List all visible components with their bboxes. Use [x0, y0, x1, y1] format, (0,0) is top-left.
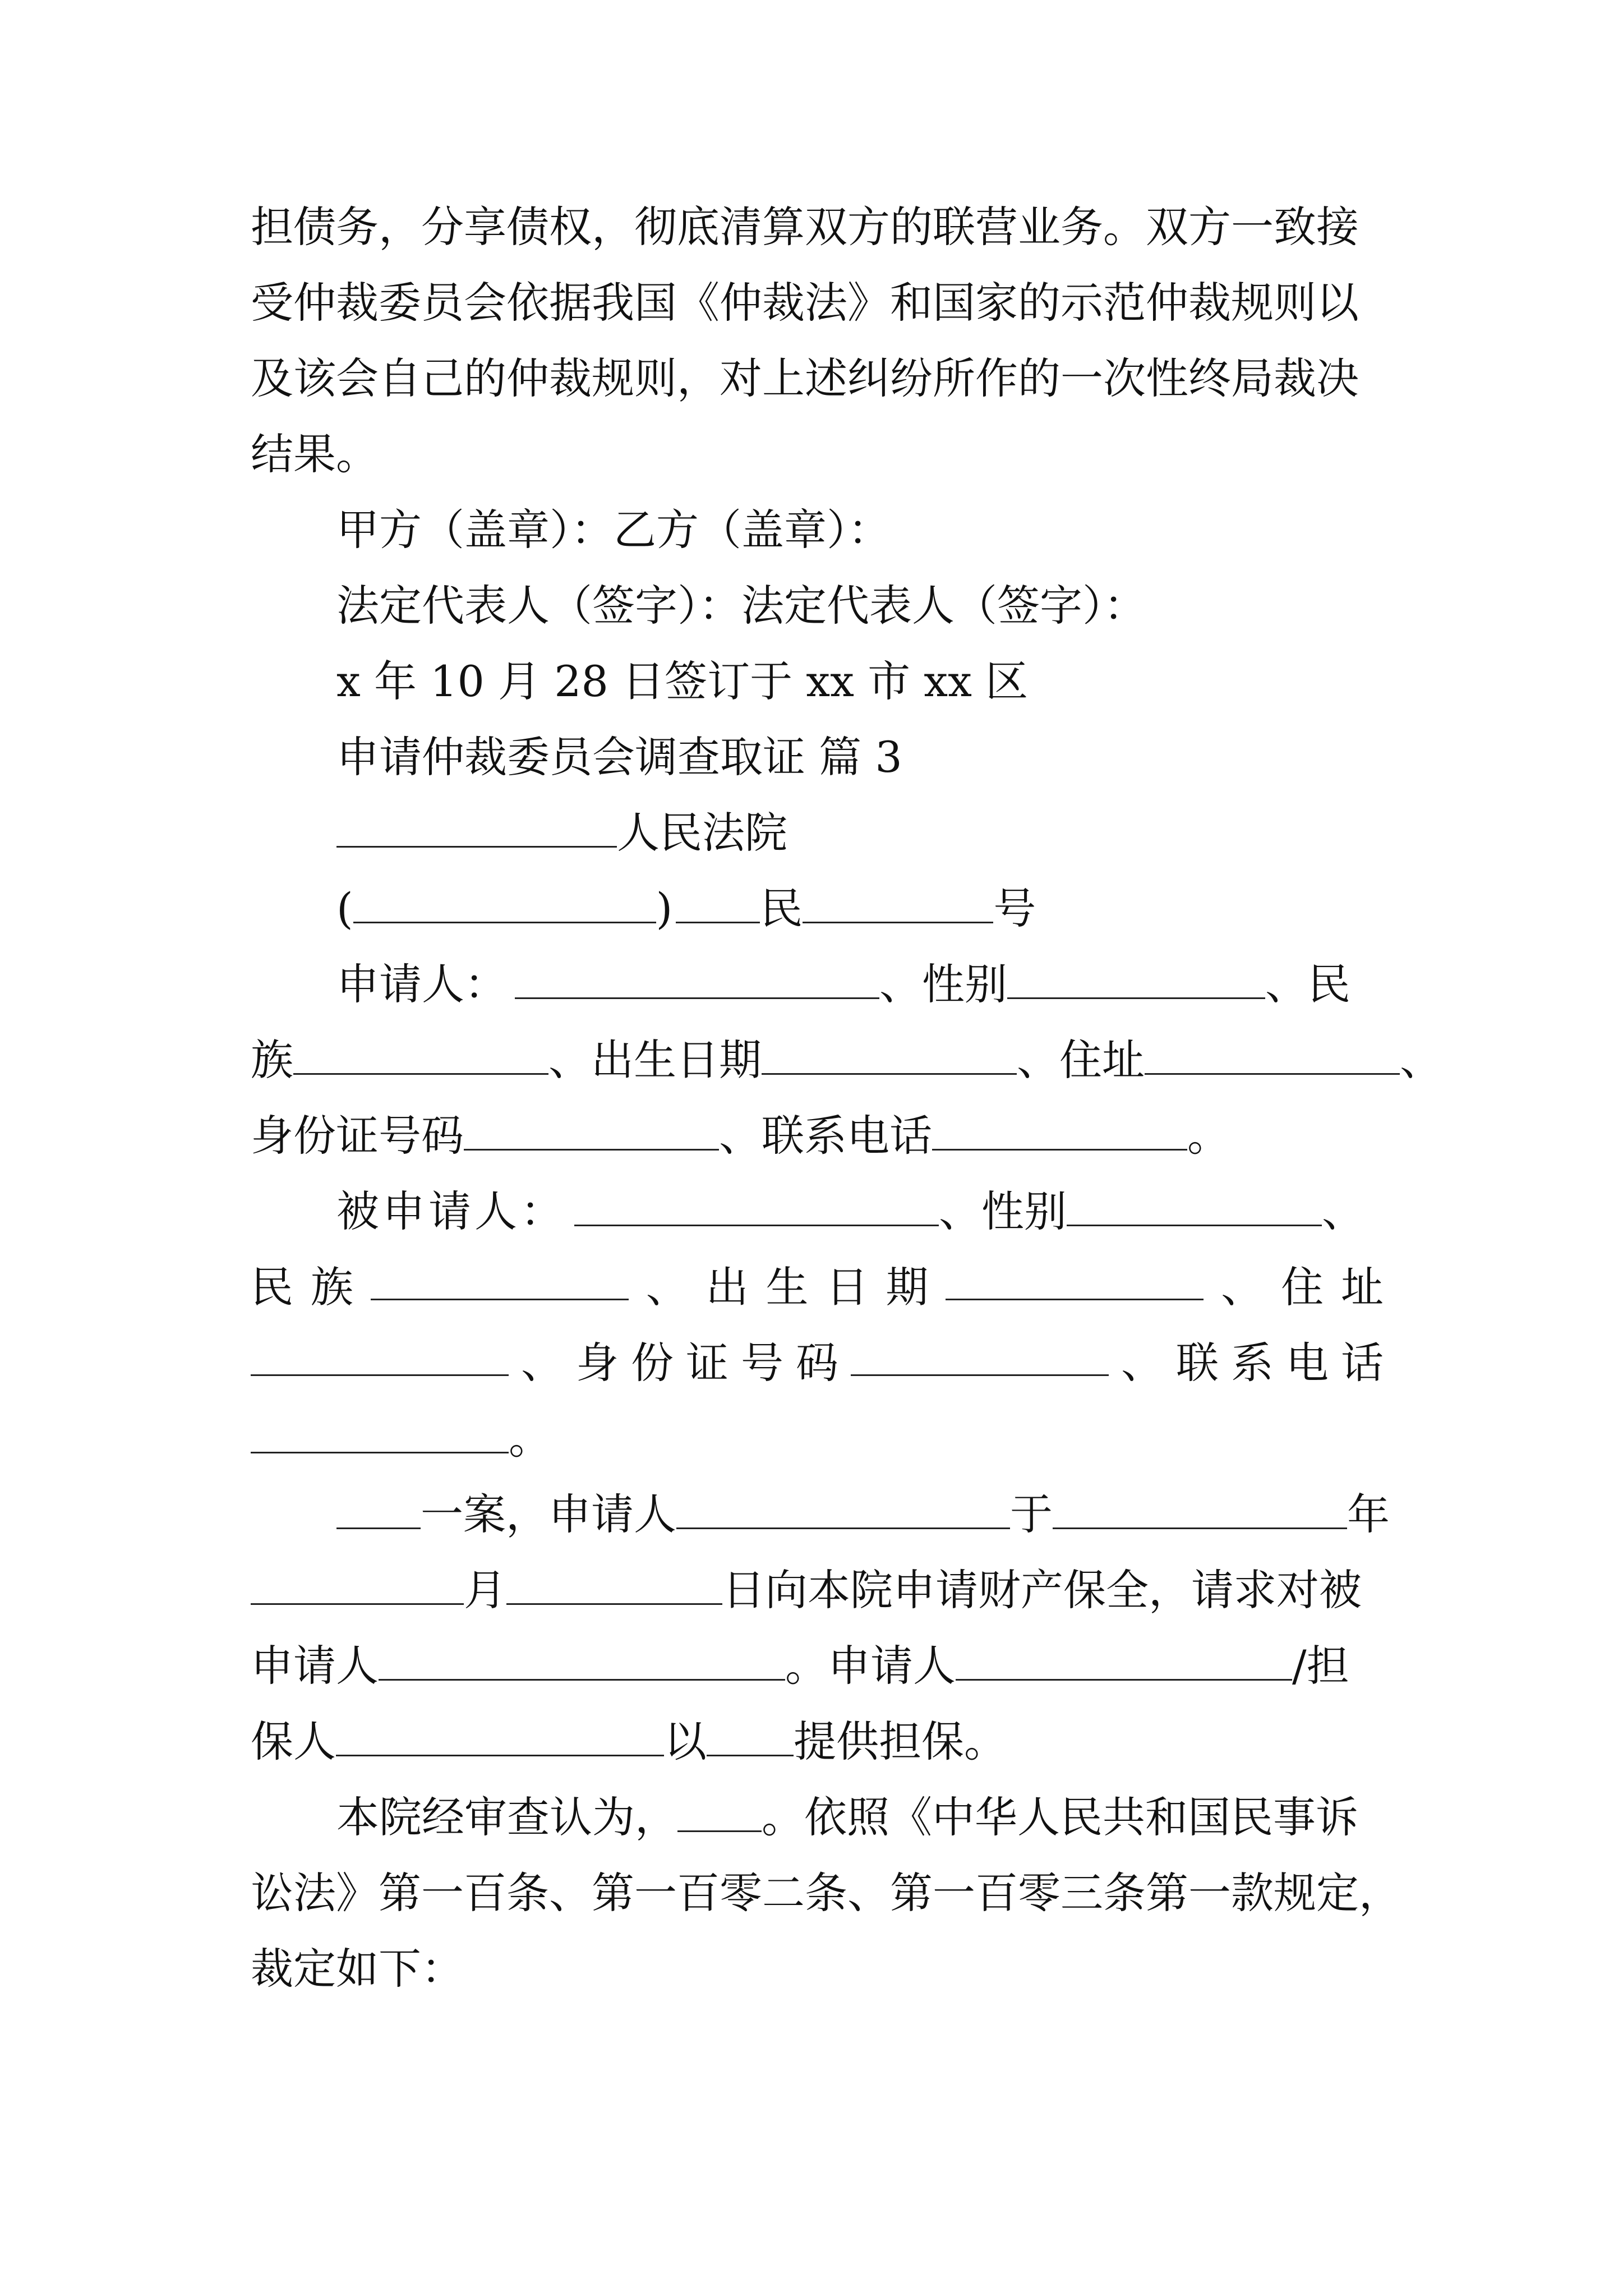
char: 电	[1286, 1338, 1329, 1388]
char: 份	[631, 1338, 674, 1388]
case-text: 申请人	[251, 1641, 379, 1691]
case-code-blank[interactable]	[676, 882, 760, 923]
respondent-line-1	[336, 1184, 1384, 1240]
review-text: 本院经审查认为，	[336, 1792, 677, 1842]
case-month-blank[interactable]	[251, 1564, 464, 1605]
applicant-birth-blank[interactable]	[762, 1034, 1017, 1075]
respondent-line-2	[251, 1259, 1384, 1315]
case-year-value-blank[interactable]	[1053, 1488, 1347, 1529]
applicant-id-blank[interactable]	[464, 1110, 719, 1151]
period: 。	[1187, 1111, 1230, 1161]
applicant-birth-label: 、出生日期	[548, 1035, 762, 1085]
case-applicant-blank[interactable]	[676, 1488, 1010, 1529]
case-number-line	[336, 881, 1384, 937]
applicant-gender-label: 、性别	[879, 959, 1007, 1009]
case-text: /担	[1292, 1641, 1349, 1691]
char: 出	[706, 1262, 749, 1312]
char: 日	[826, 1262, 869, 1312]
applicant-id-label: 身份证号码	[251, 1111, 464, 1161]
case-para-line-2	[251, 1562, 1384, 1618]
case-text: 月	[464, 1565, 506, 1615]
applicant-name-blank[interactable]	[515, 958, 879, 999]
char: 、	[645, 1262, 689, 1312]
case-seq-blank[interactable]	[803, 882, 993, 923]
case-guarantee-blank[interactable]	[707, 1715, 794, 1756]
char: 民	[251, 1262, 293, 1312]
char: 址	[1340, 1262, 1384, 1312]
case-hao: 号	[993, 884, 1036, 933]
signing-date-line: x 年 10 月 28 日签订于 xx 市 xx 区	[336, 656, 1029, 706]
char: 话	[1341, 1338, 1384, 1388]
applicant-line-3	[251, 1108, 1384, 1164]
comma: 、	[1400, 1035, 1442, 1085]
char: 、	[1121, 1338, 1164, 1388]
char: 生	[766, 1262, 809, 1312]
seal-line: 甲方（盖章）：乙方（盖章）：	[336, 505, 891, 555]
text-line: 受仲裁委员会依据我国《仲裁法》和国家的示范仲裁规则以	[251, 278, 1359, 328]
char: 码	[796, 1338, 838, 1388]
case-text: 保人	[251, 1717, 336, 1766]
case-text: 以	[664, 1717, 707, 1766]
case-guarantor-blank[interactable]	[336, 1715, 664, 1756]
char: 住	[1281, 1262, 1324, 1312]
respondent-address-blank[interactable]	[251, 1335, 509, 1376]
char: 身	[576, 1338, 619, 1388]
applicant-ethnic-label-b: 族	[251, 1035, 293, 1085]
case-applicant2-blank[interactable]	[956, 1640, 1292, 1681]
review-line-2: 讼法》第一百条、第一百零二条、第一百零三条第一款规定，	[251, 1868, 1401, 1918]
applicant-ethnic-label-a: 、民	[1265, 959, 1350, 1009]
review-line-3: 裁定如下：	[251, 1944, 464, 1994]
case-text: 一案，申请人	[421, 1489, 676, 1539]
case-day-blank[interactable]	[506, 1564, 722, 1605]
section-heading: 申请仲裁委员会调查取证 篇 3	[336, 732, 902, 782]
applicant-ethnic-blank[interactable]	[293, 1034, 548, 1075]
court-name-blank[interactable]	[336, 807, 617, 848]
review-reason-blank[interactable]	[677, 1791, 762, 1832]
applicant-gender-blank[interactable]	[1007, 958, 1265, 999]
char: 证	[686, 1338, 728, 1388]
period: 。	[509, 1414, 551, 1464]
case-respondent-blank[interactable]	[379, 1640, 785, 1681]
applicant-line-1	[336, 956, 1384, 1013]
char: 族	[310, 1262, 353, 1312]
char: 系	[1231, 1338, 1274, 1388]
respondent-gender-blank[interactable]	[1067, 1185, 1322, 1226]
case-text: 于	[1010, 1489, 1053, 1539]
text-line: 担债务，分享债权，彻底清算双方的联营业务。双方一致接	[251, 202, 1359, 252]
applicant-address-label: 、住址	[1017, 1035, 1145, 1085]
applicant-line-2	[251, 1032, 1442, 1088]
applicant-address-blank[interactable]	[1145, 1034, 1400, 1075]
text-line: 及该会自己的仲裁规则，对上述纠纷所作的一次性终局裁决	[251, 353, 1359, 403]
applicant-phone-label: 、联系电话	[719, 1111, 932, 1161]
case-para-line-1	[336, 1487, 1390, 1543]
case-para-line-4	[251, 1714, 1384, 1770]
respondent-gender-label: 、性别	[939, 1186, 1067, 1236]
case-text: 年	[1347, 1489, 1390, 1539]
respondent-line-4	[251, 1411, 1384, 1467]
char: 、	[521, 1338, 564, 1388]
case-name-blank[interactable]	[336, 1488, 421, 1529]
respondent-birth-blank[interactable]	[946, 1259, 1204, 1300]
paren-close: )	[656, 884, 673, 933]
signature-line: 法定代表人（签字）：法定代表人（签字）：	[336, 581, 1146, 631]
case-para-line-3	[251, 1638, 1384, 1694]
case-text: 。申请人	[785, 1641, 956, 1691]
review-line-1	[336, 1789, 1384, 1846]
case-year-blank[interactable]	[353, 882, 656, 923]
court-line	[336, 805, 1384, 861]
comma: 、	[1322, 1186, 1364, 1236]
case-type: 民	[760, 884, 803, 933]
respondent-label: 被申请人：	[336, 1186, 566, 1236]
case-text: 提供担保。	[794, 1717, 1007, 1766]
paren-open: (	[336, 884, 353, 933]
respondent-id-blank[interactable]	[851, 1335, 1109, 1376]
char: 联	[1176, 1338, 1219, 1388]
text-line: 结果。	[251, 429, 379, 479]
respondent-name-blank[interactable]	[574, 1185, 939, 1226]
char: 、	[1221, 1262, 1264, 1312]
review-text: 。依照《中华人民共和国民事诉	[762, 1792, 1358, 1842]
respondent-phone-blank[interactable]	[251, 1412, 509, 1453]
respondent-ethnic-blank[interactable]	[371, 1259, 629, 1300]
case-text: 日向本院申请财产保全，请求对被	[722, 1565, 1362, 1615]
court-suffix: 人民法院	[617, 808, 787, 858]
char: 期	[886, 1262, 929, 1312]
applicant-label: 申请人：	[336, 959, 507, 1009]
respondent-line-3	[251, 1335, 1384, 1391]
char: 号	[741, 1338, 783, 1388]
applicant-phone-blank[interactable]	[932, 1110, 1187, 1151]
